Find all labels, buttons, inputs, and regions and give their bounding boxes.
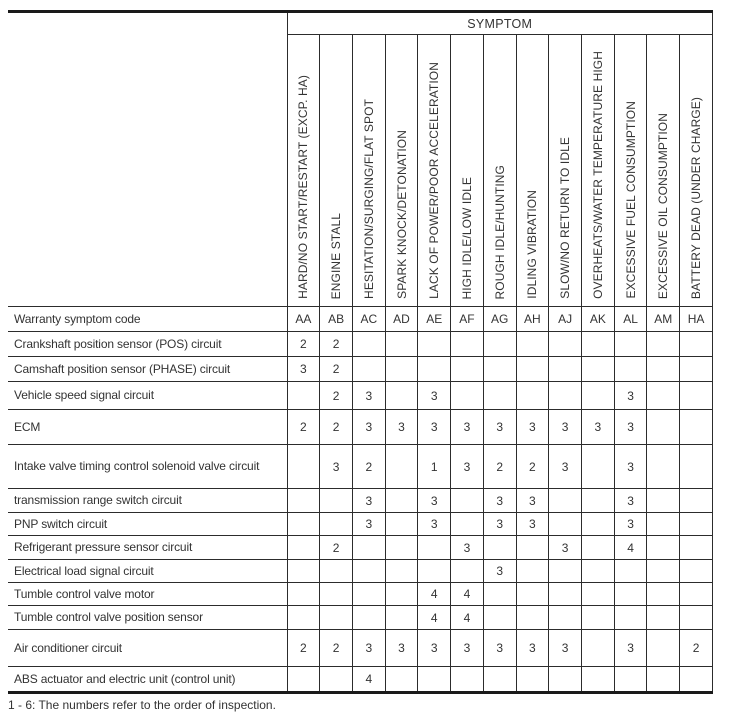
symptom-column-header-af — [451, 35, 484, 307]
value-cell: 3 — [451, 445, 484, 489]
value-cell — [451, 667, 484, 693]
value-cell: 3 — [385, 410, 418, 445]
value-cell — [516, 357, 549, 382]
value-cell — [320, 606, 353, 630]
value-cell: 3 — [549, 630, 582, 667]
value-cell — [483, 332, 516, 357]
value-cell: 3 — [614, 445, 647, 489]
value-cell — [647, 382, 680, 410]
warranty-code-cell-af: AF — [451, 307, 484, 332]
symptom-group-header: SYMPTOM — [287, 12, 713, 35]
warranty-code-cell-ae: AE — [418, 307, 451, 332]
symptom-column-header-aa — [287, 35, 320, 307]
value-cell — [287, 560, 320, 583]
value-cell — [451, 489, 484, 513]
value-cell — [385, 332, 418, 357]
value-cell: 2 — [287, 410, 320, 445]
value-cell: 3 — [614, 382, 647, 410]
value-cell: 3 — [418, 513, 451, 536]
symptom-column-label: EXCESSIVE FUEL CONSUMPTION — [623, 101, 638, 299]
value-cell — [647, 536, 680, 560]
value-cell — [680, 606, 713, 630]
table-row — [8, 513, 713, 536]
symptom-group-row — [8, 12, 713, 35]
value-cell: 3 — [614, 410, 647, 445]
value-cell — [647, 630, 680, 667]
row-label: Camshaft position sensor (PHASE) circuit — [8, 357, 287, 382]
value-cell: 3 — [352, 489, 385, 513]
value-cell — [385, 445, 418, 489]
value-cell — [680, 489, 713, 513]
value-cell: 3 — [385, 630, 418, 667]
value-cell — [287, 513, 320, 536]
value-cell: 4 — [451, 583, 484, 606]
value-cell — [647, 489, 680, 513]
value-cell: 4 — [451, 606, 484, 630]
value-cell: 3 — [483, 630, 516, 667]
value-cell — [680, 410, 713, 445]
value-cell — [516, 583, 549, 606]
value-cell: 3 — [614, 630, 647, 667]
symptom-column-label: HIGH IDLE/LOW IDLE — [459, 176, 474, 299]
value-cell: 3 — [549, 445, 582, 489]
value-cell — [451, 332, 484, 357]
value-cell: 2 — [352, 445, 385, 489]
value-cell — [549, 583, 582, 606]
value-cell — [614, 606, 647, 630]
value-cell: 3 — [352, 513, 385, 536]
warranty-code-cell-ag: AG — [483, 307, 516, 332]
value-cell — [483, 667, 516, 693]
value-cell: 3 — [287, 357, 320, 382]
value-cell — [614, 583, 647, 606]
value-cell: 2 — [320, 630, 353, 667]
value-cell — [581, 357, 614, 382]
value-cell: 3 — [516, 410, 549, 445]
value-cell — [680, 536, 713, 560]
value-cell — [680, 445, 713, 489]
value-cell: 2 — [320, 382, 353, 410]
value-cell: 3 — [320, 445, 353, 489]
symptom-column-label: ENGINE STALL — [329, 212, 344, 299]
symptom-column-header-ha — [680, 35, 713, 307]
table-row — [8, 583, 713, 606]
value-cell: 3 — [614, 513, 647, 536]
value-cell — [647, 445, 680, 489]
row-label: Tumble control valve motor — [8, 583, 287, 606]
value-cell — [385, 513, 418, 536]
value-cell — [483, 357, 516, 382]
value-cell — [581, 630, 614, 667]
value-cell — [549, 560, 582, 583]
inspection-order-footnote: 1 - 6: The numbers refer to the order of inspection. — [8, 698, 276, 712]
value-cell: 3 — [451, 536, 484, 560]
value-cell — [287, 667, 320, 693]
value-cell — [647, 410, 680, 445]
value-cell: 2 — [320, 357, 353, 382]
value-cell — [549, 332, 582, 357]
value-cell — [680, 667, 713, 693]
value-cell — [647, 513, 680, 536]
value-cell — [680, 513, 713, 536]
value-cell: 3 — [549, 410, 582, 445]
value-cell: 3 — [352, 630, 385, 667]
table-row — [8, 630, 713, 667]
value-cell: 3 — [451, 630, 484, 667]
symptom-column-label: HESITATION/SURGING/FLAT SPOT — [361, 99, 376, 299]
value-cell — [385, 536, 418, 560]
value-cell — [647, 357, 680, 382]
value-cell — [352, 536, 385, 560]
row-label: transmission range switch circuit — [8, 489, 287, 513]
value-cell — [680, 332, 713, 357]
value-cell — [352, 560, 385, 583]
value-cell: 1 — [418, 445, 451, 489]
value-cell: 3 — [516, 513, 549, 536]
value-cell: 2 — [287, 630, 320, 667]
value-cell: 3 — [483, 560, 516, 583]
value-cell — [352, 583, 385, 606]
symptom-column-label: BATTERY DEAD (UNDER CHARGE) — [689, 96, 704, 299]
value-cell — [287, 445, 320, 489]
value-cell: 3 — [352, 382, 385, 410]
value-cell: 2 — [516, 445, 549, 489]
value-cell — [320, 560, 353, 583]
value-cell — [614, 357, 647, 382]
value-cell: 3 — [418, 489, 451, 513]
value-cell: 3 — [483, 489, 516, 513]
value-cell: 4 — [418, 583, 451, 606]
symptom-column-label: SPARK KNOCK/DETONATION — [394, 130, 409, 299]
value-cell: 3 — [549, 536, 582, 560]
value-cell — [287, 489, 320, 513]
value-cell — [352, 606, 385, 630]
value-cell: 3 — [483, 513, 516, 536]
symptom-column-header-ak — [581, 35, 614, 307]
value-cell — [581, 606, 614, 630]
value-cell — [647, 606, 680, 630]
symptom-column-label: OVERHEATS/WATER TEMPERATURE HIGH — [590, 51, 605, 299]
row-label: ECM — [8, 410, 287, 445]
value-cell: 3 — [418, 382, 451, 410]
value-cell — [385, 606, 418, 630]
table-row — [8, 410, 713, 445]
row-label: Air conditioner circuit — [8, 630, 287, 667]
value-cell — [418, 560, 451, 583]
symptom-column-header-ad — [385, 35, 418, 307]
value-cell — [483, 606, 516, 630]
value-cell: 2 — [680, 630, 713, 667]
value-cell — [549, 382, 582, 410]
symptom-column-header-ac — [352, 35, 385, 307]
row-label: Crankshaft position sensor (POS) circuit — [8, 332, 287, 357]
table-row — [8, 606, 713, 630]
symptom-column-label: LACK OF POWER/POOR ACCELERATION — [427, 62, 442, 299]
value-cell — [385, 583, 418, 606]
value-cell — [385, 560, 418, 583]
symptom-column-label: HARD/NO START/RESTART (EXCP. HA) — [296, 75, 311, 299]
value-cell — [320, 489, 353, 513]
value-cell: 3 — [418, 410, 451, 445]
warranty-code-cell-am: AM — [647, 307, 680, 332]
table-row — [8, 560, 713, 583]
value-cell — [287, 606, 320, 630]
value-cell — [352, 357, 385, 382]
value-cell — [385, 489, 418, 513]
symptom-diagnosis-table — [8, 10, 713, 694]
value-cell — [581, 667, 614, 693]
value-cell — [581, 583, 614, 606]
value-cell — [516, 606, 549, 630]
value-cell — [516, 667, 549, 693]
value-cell: 3 — [352, 410, 385, 445]
symptom-column-header-al — [614, 35, 647, 307]
table-corner-cell — [8, 12, 287, 307]
value-cell — [385, 357, 418, 382]
value-cell — [549, 357, 582, 382]
value-cell — [287, 583, 320, 606]
value-cell — [581, 445, 614, 489]
value-cell — [581, 332, 614, 357]
table-row — [8, 489, 713, 513]
value-cell — [516, 536, 549, 560]
warranty-symptom-code-label: Warranty symptom code — [8, 307, 287, 332]
value-cell — [581, 489, 614, 513]
warranty-code-cell-aj: AJ — [549, 307, 582, 332]
table-row — [8, 445, 713, 489]
value-cell — [483, 583, 516, 606]
value-cell — [647, 332, 680, 357]
value-cell — [680, 382, 713, 410]
value-cell — [516, 332, 549, 357]
value-cell — [680, 583, 713, 606]
row-label: Intake valve timing control solenoid valve circuit — [8, 445, 287, 489]
table-row — [8, 382, 713, 410]
warranty-code-cell-al: AL — [614, 307, 647, 332]
warranty-code-cell-ad: AD — [385, 307, 418, 332]
value-cell — [581, 560, 614, 583]
value-cell — [581, 536, 614, 560]
value-cell — [516, 382, 549, 410]
value-cell — [320, 583, 353, 606]
warranty-code-cell-ab: AB — [320, 307, 353, 332]
value-cell: 4 — [418, 606, 451, 630]
symptom-column-header-ae — [418, 35, 451, 307]
value-cell — [680, 560, 713, 583]
value-cell — [549, 489, 582, 513]
value-cell — [352, 332, 385, 357]
symptom-column-header-am — [647, 35, 680, 307]
symptom-column-label: IDLING VIBRATION — [525, 190, 540, 299]
value-cell — [680, 357, 713, 382]
symptom-column-label: EXCESSIVE OIL CONSUMPTION — [656, 112, 671, 299]
value-cell — [549, 667, 582, 693]
value-cell: 2 — [483, 445, 516, 489]
value-cell — [451, 357, 484, 382]
warranty-code-cell-ha: HA — [680, 307, 713, 332]
value-cell — [614, 667, 647, 693]
value-cell — [483, 382, 516, 410]
value-cell: 3 — [483, 410, 516, 445]
value-cell: 3 — [451, 410, 484, 445]
row-label: Refrigerant pressure sensor circuit — [8, 536, 287, 560]
symptom-column-header-aj — [549, 35, 582, 307]
symptom-column-header-ab — [320, 35, 353, 307]
value-cell: 2 — [320, 332, 353, 357]
value-cell: 3 — [516, 630, 549, 667]
value-cell — [647, 560, 680, 583]
value-cell: 3 — [418, 630, 451, 667]
value-cell — [287, 536, 320, 560]
value-cell: 3 — [581, 410, 614, 445]
value-cell — [418, 536, 451, 560]
row-label: ABS actuator and electric unit (control unit) — [8, 667, 287, 693]
value-cell — [385, 382, 418, 410]
value-cell — [647, 667, 680, 693]
value-cell — [287, 382, 320, 410]
value-cell — [418, 667, 451, 693]
value-cell — [320, 667, 353, 693]
row-label: PNP switch circuit — [8, 513, 287, 536]
value-cell: 2 — [320, 410, 353, 445]
table-row — [8, 667, 713, 693]
value-cell: 2 — [320, 536, 353, 560]
value-cell — [483, 536, 516, 560]
table-row — [8, 332, 713, 357]
value-cell — [549, 606, 582, 630]
value-cell — [451, 382, 484, 410]
table-row — [8, 357, 713, 382]
warranty-code-cell-aa: AA — [287, 307, 320, 332]
value-cell: 4 — [352, 667, 385, 693]
value-cell — [581, 513, 614, 536]
value-cell — [451, 513, 484, 536]
value-cell — [614, 332, 647, 357]
symptom-column-label: ROUGH IDLE/HUNTING — [492, 164, 507, 299]
table-row — [8, 536, 713, 560]
value-cell — [614, 560, 647, 583]
value-cell: 4 — [614, 536, 647, 560]
value-cell — [418, 357, 451, 382]
warranty-code-cell-ak: AK — [581, 307, 614, 332]
symptom-column-header-ah — [516, 35, 549, 307]
symptom-column-header-ag — [483, 35, 516, 307]
value-cell — [647, 583, 680, 606]
value-cell — [549, 513, 582, 536]
value-cell — [451, 560, 484, 583]
value-cell: 3 — [516, 489, 549, 513]
row-label: Vehicle speed signal circuit — [8, 382, 287, 410]
value-cell: 3 — [614, 489, 647, 513]
row-label: Electrical load signal circuit — [8, 560, 287, 583]
value-cell — [418, 332, 451, 357]
value-cell — [320, 513, 353, 536]
row-label: Tumble control valve position sensor — [8, 606, 287, 630]
value-cell — [581, 382, 614, 410]
symptom-column-label: SLOW/NO RETURN TO IDLE — [558, 137, 573, 299]
warranty-code-cell-ah: AH — [516, 307, 549, 332]
warranty-code-row — [8, 307, 713, 332]
value-cell: 2 — [287, 332, 320, 357]
value-cell — [385, 667, 418, 693]
warranty-code-cell-ac: AC — [352, 307, 385, 332]
value-cell — [516, 560, 549, 583]
